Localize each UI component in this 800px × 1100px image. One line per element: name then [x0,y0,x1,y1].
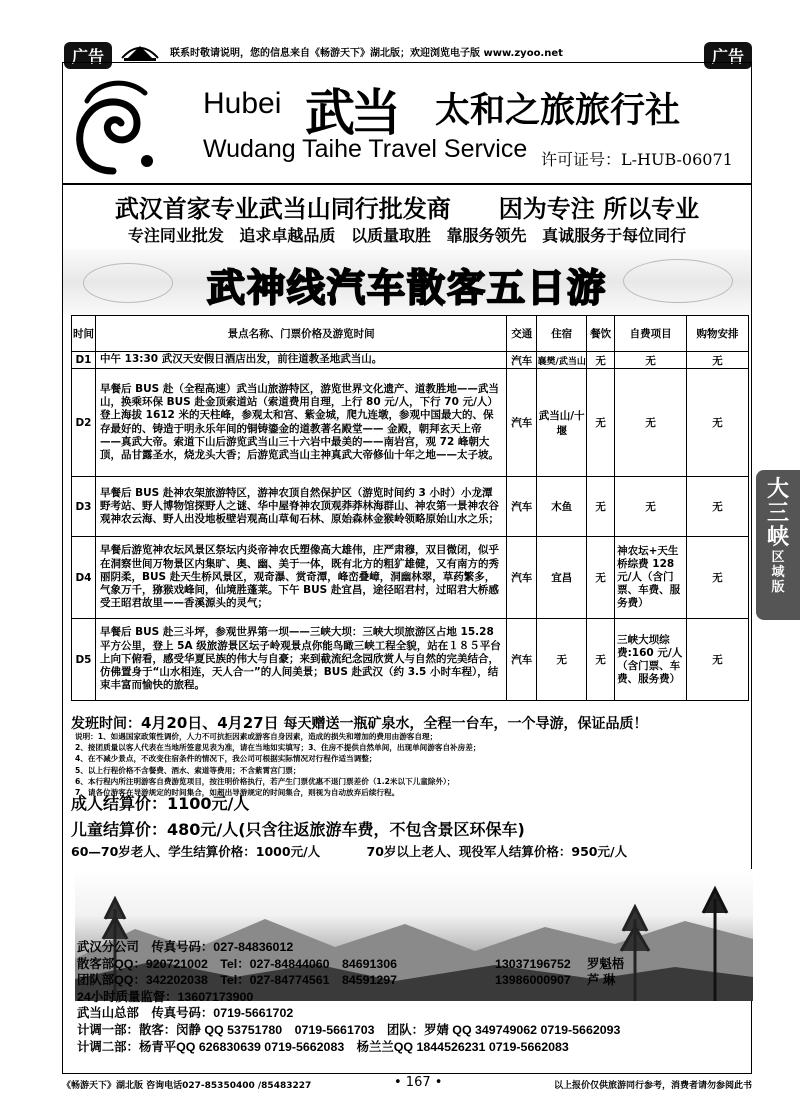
note-line: 6、本行程内所注明游客自费游览项目，按注明价格执行，若产生门票优惠不退门票差价（1.2米以下儿童除外）； [75,776,455,786]
day-cell: D5 [72,619,96,701]
optional-cell: 神农坛+天生桥综费 128 元/人（含门票、车费、服务费） [615,537,687,619]
contact-row [77,1005,753,1022]
note-line: 4、在不减少景点，不改变住宿条件的情况下，我公司可根据实际情况对行程作适当调整； [75,754,377,764]
day-cell: D3 [72,477,96,537]
optional-cell: 无 [615,477,687,537]
ad-tag-left: 广告 [64,42,112,69]
wudang-calligraphy-mark: 武当 [305,83,397,142]
shopping-cell: 无 [687,477,749,537]
header-day: 时间 [72,316,96,352]
table-row [72,537,749,619]
contact-person: 罗魁梧 [587,956,625,971]
agency-name: 太和之旅旅行社 [435,91,681,131]
table-row [72,619,749,701]
transport-cell: 汽车 [507,537,537,619]
contact-main: 计调一部：散客：闵静 QQ 53751780 0719-5661703 团队：罗婧 QQ 349749062 0719-5662093 [77,1022,621,1037]
footer-disclaimer: 以上报价仅供旅游同行参考，消费者请勿参阅此书 [553,1081,752,1091]
meal-cell: 无 [587,619,615,701]
note-line: 2、接团质量以客人代表在当地所签意见表为准，请在当地如实填写；3、住房不提供自然单间，出现单间游客自补房差； [75,743,481,753]
day-cell: D1 [72,352,96,369]
header-transport: 交通 [507,316,537,352]
desc-cell: 早餐后 BUS 赴神农架旅游特区，游神农顶自然保护区（游览时间约 3 小时）小龙潭野考站、野人博物馆探野人之谜、华中屋脊神农顶观莽莽林海群山、神农第一景神农谷观神农云海、野人出没地板壁岩观高山草甸石林、原始森林金猴岭领略原始山水之乐； [95,477,506,537]
license-number: 许可证号：L-HUB-06071 [541,150,733,169]
table-row [72,477,749,537]
side-tab-subtitle: 区 域 版 [771,550,785,595]
departure-promise: 每天赠送一瓶矿泉水，全程一台车，一个导游，保证品质！ [283,716,648,732]
hotel-cell: 宜昌 [537,537,587,619]
hotel-cell: 无 [537,619,587,701]
departure-line [71,712,751,733]
contact-main: 武当山总部 传真号码：0719-5661702 [77,1006,294,1021]
transport-cell: 汽车 [507,369,537,477]
contact-row [77,1022,753,1039]
note-line: 说明：1、如遇国家政策性调价，人力不可抗拒因素或游客自身因素，造成的损失和增加的费用由游客自理； [75,732,438,741]
header-desc: 景点名称、门票价格及游览时间 [95,316,506,352]
meal-cell: 无 [587,369,615,477]
ad-frame [62,62,752,1074]
header-hotel: 住宿 [537,316,587,352]
page-number: • 167 • [394,1075,443,1090]
desc-cell: 早餐后 BUS 赴（全程高速）武当山旅游特区，游览世界文化遗产、道教胜地——武当山，换乘环保 BUS 赴金顶索道站（索道费用自理，上行 80 元/人，下行 70 元/人）登上海拔 1612 米的天柱峰，参观太和宫、紫金城，爬九连墩，参观中国最大的、保存最好的、铸造于明永乐年间的铜铸鎏金的道教著名殿堂—— 金殿，朝拜玄天上帝——真武大帝。索道下山后游览武当山三十六岩中最美的——南岩宫，观 72 峰朝大顶，品甘露圣水，烧龙头大香；后游览武当山主神真武大帝修仙十年之地——太子坡。 [95,369,506,477]
adult-price: 成人结算价：1100元/人 [71,794,250,813]
agency-header [63,63,751,185]
day-cell: D2 [72,369,96,477]
departure-label: 发班时间： [71,716,141,732]
itinerary-table [71,315,749,701]
contact-row [77,1039,753,1056]
header-optional: 自费项目 [615,316,687,352]
table-row [72,369,749,477]
child-price: 儿童结算价：480元/人(只含往返旅游车费，不包含景区环保车) [71,820,525,839]
departure-dates: 4月20日、4月27日 [141,714,279,732]
region-side-tab[interactable] [756,470,800,620]
optional-cell: 三峡大坝综费:160 元/人（含门票、车费、服务费） [615,619,687,701]
contact-row [77,939,753,956]
tagline-sub: 专注同业批发 追求卓越品质 以质量取胜 靠服务领先 真诚服务于每位同行 [127,226,687,245]
note-line: 5、以上行程价格不含餐费、酒水、索道等费用；不含紫霄宫门票； [75,765,301,775]
title-banner [63,249,751,315]
day-cell: D4 [72,537,96,619]
price-block [71,791,751,860]
magazine-logo-icon [118,42,162,62]
table-header-row [72,316,749,352]
shopping-cell: 无 [687,369,749,477]
senior-prices [71,842,751,860]
agency-english-name: Wudang Taihe Travel Service [203,135,528,163]
senior-student-price: 60—70岁老人、学生结算价格：1000元/人 [71,844,321,859]
shopping-cell: 无 [687,619,749,701]
contact-main: 24小时质量监督：13607173900 [77,989,254,1004]
brand-hubei: Hubei [203,87,282,120]
transport-cell: 汽车 [507,619,537,701]
meal-cell: 无 [587,477,615,537]
footer-magazine: 《畅游天下》湖北版 咨询电话027-85350400 /85483227 [62,1081,312,1091]
cloud-swirl-logo-icon [67,71,159,179]
tour-title: 武神线汽车散客五日游 [206,265,607,310]
page-footer [62,1075,752,1100]
desc-cell: 早餐后 BUS 赴三斗坪，参观世界第一坝——三峡大坝：三峡大坝旅游区占地 15.28 平方公里，登上 5A 级旅游景区坛子岭观景点你能鸟瞰三峡工程全貌，站在１８５平台上向下俯看，感受华夏民族的伟大与自豪；来到截流纪念园欣赏人与自然的完美结合，仿佛置身于“山水相连，天人合一”的人间美景；BUS 赴武汉（约 3.5 小时车程），结束丰富而愉快的旅程。 [95,619,506,701]
tagline-main: 武汉首家专业武当山同行批发商 因为专注 所以专业 [114,194,700,223]
shopping-cell: 无 [687,537,749,619]
top-notice-line: 联系时敬请说明，您的信息来自《畅游天下》湖北版；欢迎浏览电子版 www.zyoo.net [170,48,563,59]
header-shopping: 购物安排 [687,316,749,352]
side-tab-title: 大 三 峡 [766,477,789,550]
meal-cell: 无 [587,537,615,619]
contacts-block [77,939,753,1055]
contact-row [77,989,753,1006]
elder-military-price: 70岁以上老人、现役军人结算价格：950元/人 [366,844,628,859]
transport-cell: 汽车 [507,477,537,537]
contact-mobile: 13986000907 [495,973,571,988]
desc-cell: 早餐后游览神农坛风景区祭坛内炎帝神农氏塑像高大雄伟，庄严肃穆，双目微闭，似乎在洞察世间万物景区内集旷、奥、幽、美于一体，既有北方的粗犷雄健，又有南方的秀丽阴柔，BUS 赴天生桥风景区，观奇瀑、赏奇潭，峰峦叠嶂，洞幽林翠，草药繁多，气象万千，猕猴戏峰间，仙境胜蓬莱。下午 BUS 赴宜昌，途径昭君村，过昭君大桥感受王昭君故里——香溪源头的灵气； [95,537,506,619]
contact-main: 武汉分公司 传真号码：027-84836012 [77,940,294,954]
contact-main: 计调二部：杨青平QQ 626830639 0719-5662083 杨兰兰QQ 1844526231 0719-5662083 [77,1039,569,1054]
transport-cell: 汽车 [507,352,537,369]
meal-cell: 无 [587,352,615,369]
contact-main: 团队部QQ：342202038 Tel：027-84774561 84591297 [77,973,398,988]
optional-cell: 无 [615,352,687,369]
hotel-cell: 武当山/十堰 [537,369,587,477]
header-meal: 餐饮 [587,316,615,352]
contact-main: 散客部QQ：920721002 Tel：027-84844060 84691306 [77,956,398,971]
contact-person: 芦 琳 [587,973,616,988]
hotel-cell: 木鱼 [537,477,587,537]
notes-block [75,731,747,798]
optional-cell: 无 [615,369,687,477]
contact-row [77,972,753,989]
note-line: 7、请各位游客在导游规定的时间集合，如超出导游规定的时间集合，则视为自动放弃后续行程。 [75,788,400,798]
desc-cell: 中午 13:30 武汉天安假日酒店出发，前往道教圣地武当山。 [95,352,506,369]
hotel-cell: 襄樊/武当山 [537,352,587,369]
ad-tag-right: 广告 [704,42,752,69]
contact-mobile: 13037196752 [495,956,571,971]
shopping-cell: 无 [687,352,749,369]
contact-row [77,956,753,973]
table-row [72,352,749,369]
